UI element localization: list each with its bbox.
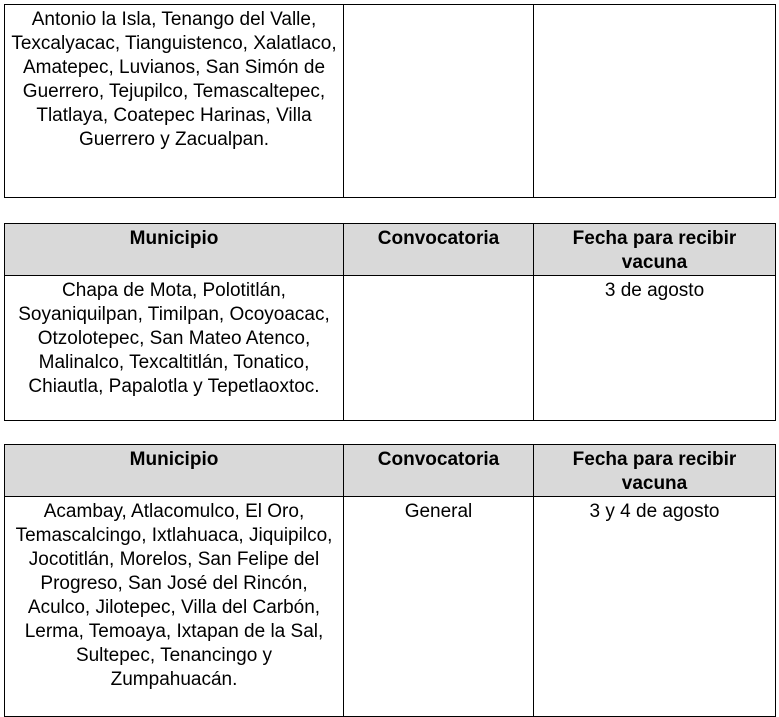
convocatoria-cell bbox=[344, 276, 534, 421]
table-header-row bbox=[5, 445, 776, 497]
fecha-cell: 3 de agosto bbox=[534, 276, 776, 421]
fecha-cell: 3 y 4 de agosto bbox=[534, 497, 776, 717]
header-fecha: Fecha para recibir vacuna bbox=[534, 224, 776, 276]
vaccination-table-3 bbox=[4, 444, 776, 717]
municipio-cell: Acambay, Atlacomulco, El Oro, Temascalcingo, Ixtlahuaca, Jiquipilco, Jocotitlán, Morelos, San Felipe del Progreso, San José del Rincón, Aculco, Jilotepec, Villa del Carbón, Lerma, Temoaya, Ixtapan de la Sal, Sultepec, Tenancingo y Zumpahuacán. bbox=[5, 497, 344, 717]
header-municipio: Municipio bbox=[5, 445, 344, 497]
municipio-cell: Chapa de Mota, Polotitlán, Soyaniquilpan, Timilpan, Ocoyoacac, Otzolotepec, San Mateo Atenco, Malinalco, Texcaltitlán, Tonatico, Chiautla, Papalotla y Tepetlaoxtoc. bbox=[5, 276, 344, 421]
convocatoria-cell: General bbox=[344, 497, 534, 717]
fecha-cell bbox=[534, 5, 776, 198]
table-row bbox=[5, 276, 776, 421]
header-municipio: Municipio bbox=[5, 224, 344, 276]
convocatoria-cell bbox=[344, 5, 534, 198]
table-row bbox=[5, 5, 776, 198]
vaccination-table-2 bbox=[4, 223, 776, 421]
municipio-cell: Antonio la Isla, Tenango del Valle, Texcalyacac, Tianguistenco, Xalatlaco, Amatepec, Luvianos, San Simón de Guerrero, Tejupilco, Temascaltepec, Tlatlaya, Coatepec Harinas, Villa Guerrero y Zacualpan. bbox=[5, 5, 344, 198]
header-convocatoria: Convocatoria bbox=[344, 224, 534, 276]
vaccination-table-1 bbox=[4, 4, 776, 198]
header-convocatoria: Convocatoria bbox=[344, 445, 534, 497]
header-fecha: Fecha para recibir vacuna bbox=[534, 445, 776, 497]
table-row bbox=[5, 497, 776, 717]
table-header-row bbox=[5, 224, 776, 276]
